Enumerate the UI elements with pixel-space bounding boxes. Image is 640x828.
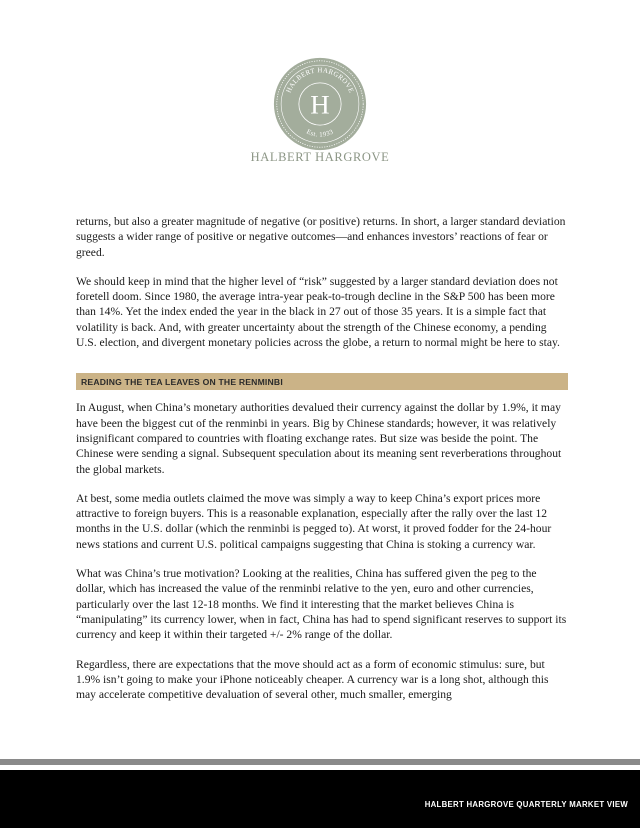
- seal-monogram: H: [310, 89, 330, 120]
- paragraph: In August, when China’s monetary authorities devalued their currency against the dollar by 1.9%, it may have been the biggest cut of the renminbi in years. Big by Chinese standards; however, it was relatively insignificant compared to countries with floating exchange rates. But size was beside the point. The Chinese were sending a signal. Subsequent speculation about its meaning sent reverberations throughout the global markets.: [76, 401, 562, 476]
- seal-name-text: HALBERT HARGROVE: [285, 67, 355, 95]
- paragraph: returns, but also a greater magnitude of negative (or positive) returns. In short, a larger standard deviation suggests a wider range of positive or negative outcomes—and enhances investors’ reactions of fear or greed.: [76, 215, 566, 259]
- halbert-hargrove-seal-logo: [272, 56, 368, 152]
- paragraph: What was China’s true motivation? Looking at the realities, China has suffered given the peg to the dollar, which has increased the value of the renminbi relative to the yen, euro and other currencies, particularly over the last 12-18 months. We find it interesting that the market believes China is “manipulating” its currency lower, when in fact, China has had to spend significant reserves to support its currency and keep it within their targeted +/- 2% range of the dollar.: [76, 567, 567, 642]
- paragraph: Regardless, there are expectations that the move should act as a form of economic stimulus: sure, but 1.9% isn’t going to make your iPhone noticeably cheaper. A currency war is a long shot, although this may accelerate competitive devaluation of several other, much smaller, emerging: [76, 657, 549, 702]
- footer-divider: [0, 759, 640, 765]
- footer-bar: [0, 770, 640, 828]
- article-body: [76, 214, 568, 716]
- section-heading: READING THE TEA LEAVES ON THE RENMINBI: [76, 373, 568, 390]
- seal-est-text: Est. 1933: [305, 128, 335, 139]
- footer-title: HALBERT HARGROVE QUARTERLY MARKET VIEW: [424, 800, 628, 809]
- paragraph: At best, some media outlets claimed the move was simply a way to keep China’s export prices more attractive to foreign buyers. This is a reasonable explanation, especially after the rally over the last 12 months in the U.S. dollar (which the renminbi is pegged to). At worst, it proved fodder for the 24-hour news stations and current U.S. political campaigns suggesting that China is stoking a currency war.: [76, 491, 552, 551]
- paragraph: We should keep in mind that the higher level of “risk” suggested by a larger standard deviation does not foretell doom. Since 1980, the average intra-year peak-to-trough decline in the S&P 500 has been more than 14%. Yet the index ended the year in the black in 27 out of those 35 years. It is a simple fact that volatility is back. And, with greater uncertainty about the strength of the Chinese economy, a pending U.S. election, and divergent monetary policies across the globe, a return to normal might be here to stay.: [76, 274, 560, 350]
- brand-name: HALBERT HARGROVE: [250, 150, 390, 164]
